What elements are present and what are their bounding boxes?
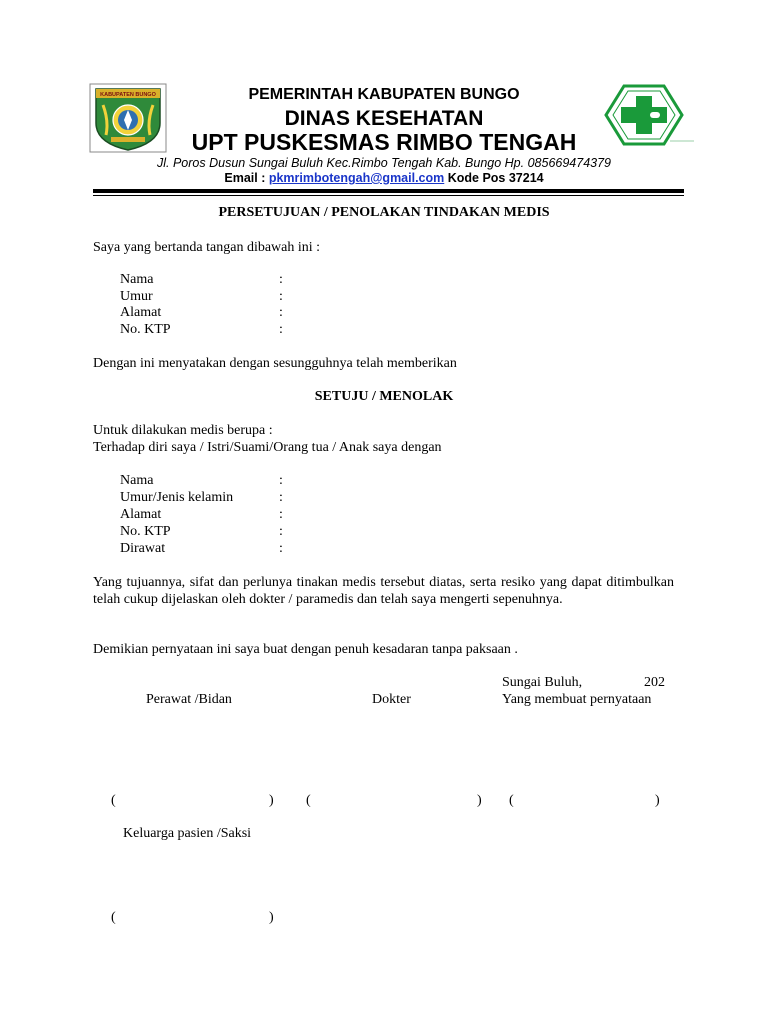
explanation-paragraph: Yang tujuannya, sifat dan perlunya tinakan medis tersebut diatas, serta resiko yang dapat ditimbulkan telah cukup dijelaskan oleh dokter / paramedis dan telah saya mengerti sepenuhnya. xyxy=(93,575,674,607)
signature-paren-close: ) xyxy=(477,793,482,808)
document-title: PERSETUJUAN / PENOLAKAN TINDAKAN MEDIS xyxy=(218,205,550,220)
action-text: Untuk dilakukan medis berupa : xyxy=(93,423,273,438)
field-colon: : xyxy=(279,305,283,320)
signature-paren-open: ( xyxy=(111,793,116,808)
signer-family-label: Keluarga pasien /Saksi xyxy=(123,826,252,841)
signature-paren-close: ) xyxy=(655,793,660,808)
email-label: Email : xyxy=(224,171,269,185)
year-text: 202 xyxy=(644,675,665,690)
field-colon: : xyxy=(279,524,283,539)
signature-paren-open: ( xyxy=(111,910,116,925)
email-link[interactable]: pkmrimbotengah@gmail.com xyxy=(268,171,445,185)
decision-heading: SETUJU / MENOLAK xyxy=(314,389,454,404)
field-colon: : xyxy=(279,322,283,337)
signature-paren-close: ) xyxy=(269,793,274,808)
field-label-name-1: Nama xyxy=(120,272,154,287)
signer-doctor-label: Dokter xyxy=(372,692,411,707)
signer-declarant-label: Yang membuat pernyataan xyxy=(502,692,652,707)
field-label-address-2: Alamat xyxy=(120,507,162,522)
against-text: Terhadap diri saya / Istri/Suami/Orang tua / Anak saya dengan xyxy=(93,440,442,455)
field-colon: : xyxy=(279,289,283,304)
contact-line xyxy=(0,171,768,185)
puskesmas-heading: UPT PUSKESMAS RIMBO TENGAH xyxy=(191,129,577,155)
field-label-age-1: Umur xyxy=(120,289,153,304)
field-colon: : xyxy=(279,490,283,505)
signature-paren-open: ( xyxy=(509,793,514,808)
field-label-ktp-1: No. KTP xyxy=(120,322,171,337)
field-colon: : xyxy=(279,507,283,522)
government-heading: PEMERINTAH KABUPATEN BUNGO xyxy=(248,86,520,103)
signer-nurse-label: Perawat /Bidan xyxy=(146,692,232,707)
field-label-age-gender: Umur/Jenis kelamin xyxy=(120,490,234,505)
postcode-text: Kode Pos 37214 xyxy=(444,171,544,185)
intro-text: Saya yang bertanda tangan dibawah ini : xyxy=(93,240,321,255)
field-label-address-1: Alamat xyxy=(120,305,162,320)
field-colon: : xyxy=(279,473,283,488)
closing-text: Demikian pernyataan ini saya buat dengan penuh kesadaran tanpa paksaan . xyxy=(93,642,518,657)
address-line: Jl. Poros Dusun Sungai Buluh Kec.Rimbo Tengah Kab. Bungo Hp. 085669474379 xyxy=(156,156,612,170)
header-divider-thick xyxy=(93,189,684,193)
field-label-treated: Dirawat xyxy=(120,541,166,556)
field-colon: : xyxy=(279,272,283,287)
department-heading: DINAS KESEHATAN xyxy=(284,107,484,130)
signature-paren-open: ( xyxy=(306,793,311,808)
field-label-name-2: Nama xyxy=(120,473,154,488)
logo-banner-text: KABUPATEN BUNGO xyxy=(100,92,156,98)
place-text: Sungai Buluh, xyxy=(502,675,583,690)
signature-paren-close: ) xyxy=(269,910,274,925)
header-divider-thin xyxy=(93,195,684,196)
field-label-ktp-2: No. KTP xyxy=(120,524,171,539)
field-colon: : xyxy=(279,541,283,556)
statement-text: Dengan ini menyatakan dengan sesungguhnya telah memberikan xyxy=(93,356,457,371)
